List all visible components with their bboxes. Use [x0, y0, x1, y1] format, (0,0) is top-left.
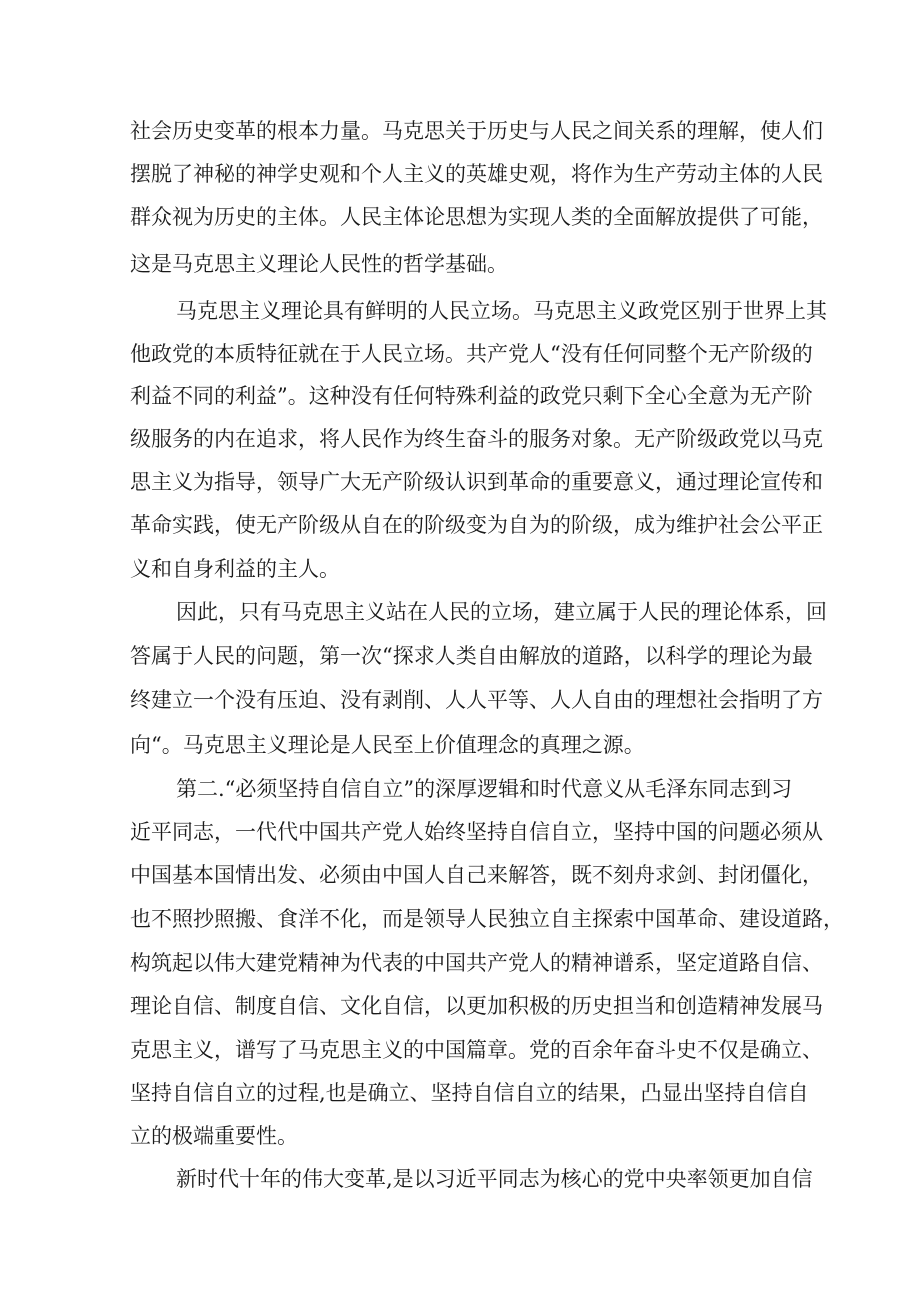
text-line: 他政党的本质特征就在于人民立场。共产党人“没有任何同整个无产阶级的	[130, 342, 813, 366]
text-line: 向“。马克思主义理论是人民至上价值理念的真理之源。	[130, 733, 645, 757]
text-line: 思主义为指导，领导广大无产阶级认识到革命的重要意义，通过理论宣传和	[130, 470, 823, 494]
text-line: 近平同志，一代代中国共产党人始终坚持自信自立，坚持中国的问题必须从	[130, 820, 823, 844]
text-line: 答属于人民的问题，第一次“探求人类自由解放的道路，以科学的理论为最	[130, 644, 813, 668]
text-line: 摆脱了神秘的神学史观和个人主义的英雄史观，将作为生产劳动主体的人民	[130, 162, 823, 186]
text-line: 这是马克思主义理论人民性的哲学基础。	[130, 252, 508, 276]
text-line: 克思主义，谱写了马克思主义的中国篇章。党的百余年奋斗史不仅是确立、	[130, 1038, 823, 1062]
text-line: 革命实践，使无产阶级从自在的阶级变为自为的阶级，成为维护社会公平正	[130, 513, 823, 537]
text-line: 立的极端重要性。	[130, 1124, 298, 1148]
paragraph-first-line: 因此，只有马克思主义站在人民的立场，建立属于人民的理论体系，回	[176, 600, 827, 624]
paragraph-first-line: 第二.“必须坚持自信自立”的深厚逻辑和时代意义从毛泽东同志到习	[176, 777, 793, 801]
text-line: 群众视为历史的主体。人民主体论思想为实现人类的全面解放提供了可能，	[130, 205, 823, 229]
text-line: 坚持自信自立的过程,也是确立、坚持自信自立的结果，凸显出坚持自信自	[130, 1081, 809, 1105]
text-line: 终建立一个没有压迫、没有剥削、人人平等、人人自由的理想社会指明了方	[130, 688, 823, 712]
text-line: 利益不同的利益”。这种没有任何特殊利益的政党只剩下全心全意为无产阶	[130, 384, 813, 408]
text-line: 义和自身利益的主人。	[130, 557, 340, 581]
text-line: 级服务的内在追求，将人民作为终生奋斗的服务对象。无产阶级政党以马克	[130, 427, 823, 451]
text-line: 社会历史变革的根本力量。马克思关于历史与人民之间关系的理解，使人们	[130, 119, 823, 143]
paragraph-first-line: 马克思主义理论具有鲜明的人民立场。马克思主义政党区别于世界上其	[176, 299, 827, 323]
text-line: 构筑起以伟大建党精神为代表的中国共产党人的精神谱系，坚定道路自信、	[130, 951, 823, 975]
paragraph-first-line: 新时代十年的伟大变革,是以习近平同志为核心的党中央率领更加自信	[176, 1167, 813, 1191]
text-line: 理论自信、制度自信、文化自信，以更加积极的历史担当和创造精神发展马	[130, 994, 823, 1018]
text-line: 中国基本国情出发、必须由中国人自己来解答，既不刻舟求剑、封闭僵化，	[130, 863, 823, 887]
text-line: 也不照抄照搬、食洋不化，而是领导人民独立自主探索中国革命、建设道路，	[130, 907, 844, 931]
